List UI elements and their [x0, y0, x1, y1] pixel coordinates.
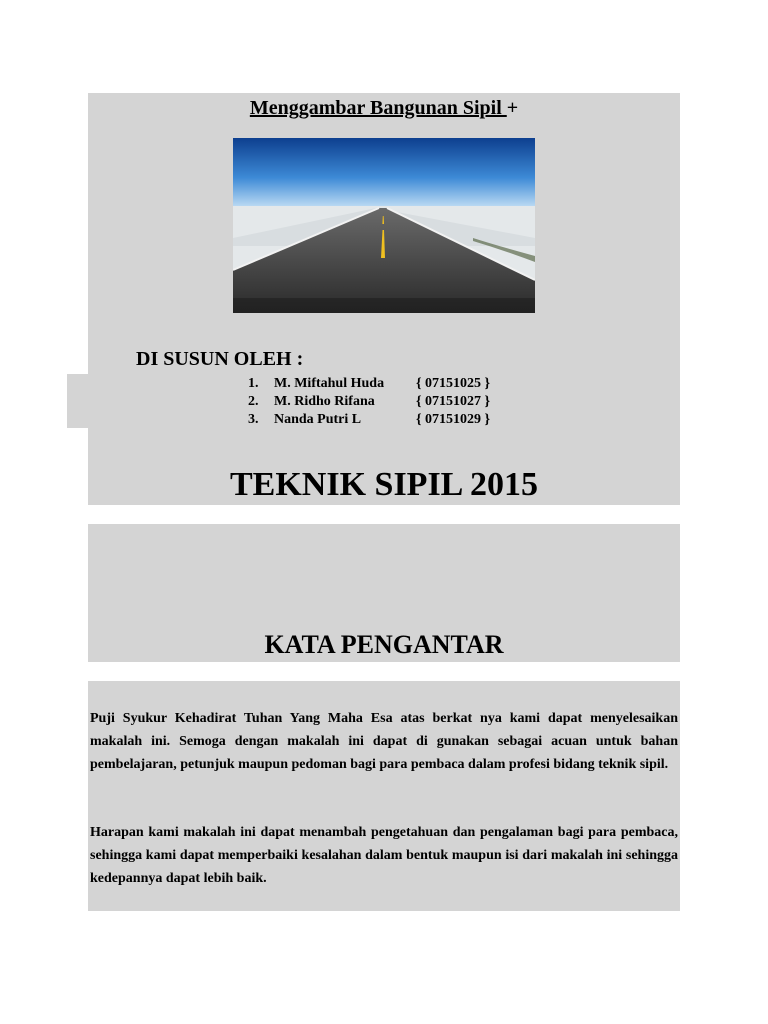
member-id: { 07151029 }: [416, 412, 491, 427]
member-number: 3.: [248, 412, 259, 427]
side-tab: [67, 374, 89, 428]
document-title: [88, 96, 680, 120]
member-number: 1.: [248, 376, 259, 391]
preface-heading-panel: [88, 524, 680, 662]
preface-body-panel: [88, 681, 680, 911]
member-id: { 07151025 }: [416, 376, 491, 391]
department-title: TEKNIK SIPIL 2015: [230, 466, 538, 503]
document-title-suffix: +: [506, 97, 519, 119]
preface-paragraph: Harapan kami makalah ini dapat menambah pengetahuan dan pengalaman bagi para pembaca, sehingga kami dapat memperbaiki kesalahan dalam bentuk maupun isi dari makalah ini sehingga kedepannya dapat lebih baik.: [90, 825, 678, 887]
document-title-text: Menggambar Bangunan Sipil: [249, 97, 507, 119]
member-id: { 07151027 }: [416, 394, 491, 409]
member-name: M. Ridho Rifana: [274, 394, 375, 409]
road-photo: [233, 138, 535, 313]
cover-panel: [88, 93, 680, 505]
prepared-by-heading: DI SUSUN OLEH :: [136, 348, 304, 370]
member-name: Nanda Putri L: [274, 412, 362, 427]
preface-heading: KATA PENGANTAR: [264, 630, 504, 659]
member-name: M. Miftahul Huda: [274, 376, 385, 391]
member-number: 2.: [248, 394, 259, 409]
preface-paragraph: Puji Syukur Kehadirat Tuhan Yang Maha Esa atas berkat nya kami dapat menyelesaikan makalah ini. Semoga dengan makalah ini dapat di gunakan sebagai acuan untuk bahan pembelajaran, petunjuk maupun pedoman bagi para pembaca dalam profesi bidang teknik sipil.: [90, 711, 678, 773]
